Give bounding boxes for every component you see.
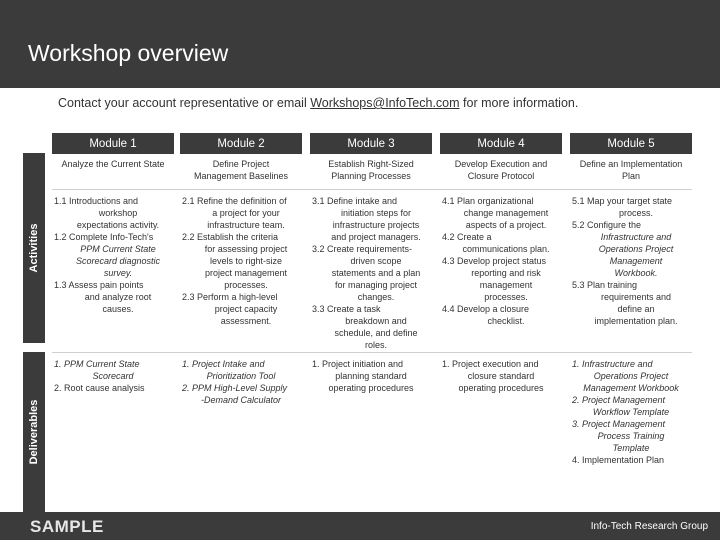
activities-side-label [23,153,45,343]
activity-line: 5.2 Configure the [572,220,642,230]
activities-label: Activities [28,223,40,273]
activity-line: infrastructure projects [332,220,420,230]
activity-line: workshop [98,208,138,218]
deliverable-line: 2. Project Management [572,395,666,405]
activity-line: and analyze root [84,292,152,302]
deliverable-line: Scorecard [92,371,134,381]
activity-line: reporting and risk [471,268,541,278]
module-title: Define an Implementation Plan [579,159,683,181]
activity-line: assessment. [220,316,272,326]
module-title: Analyze the Current State [61,159,165,169]
module-deliverables [54,358,172,394]
activity-line: roles. [364,340,387,350]
activity-line: a project for your [212,208,280,218]
activity-line: Scorecard diagnostic [75,256,161,266]
deliverable-line: 1. Project execution and [442,359,539,369]
module-activities [442,195,560,327]
contact-prefix: Contact your account representative or email [58,96,311,110]
module-deliverables [442,358,560,394]
activity-line: project management [204,268,288,278]
activity-line: survey. [103,268,133,278]
activity-line: change management [463,208,549,218]
email-link[interactable]: Workshops@InfoTech.com [310,96,460,110]
activity-line: 3.3 Create a task [312,304,381,314]
deliverable-line: Management Workbook [583,383,679,393]
deliverable-line: 3. Project Management [572,419,666,429]
deliverable-line: Process Training [597,431,665,441]
activity-line: 1.2 Complete Info-Tech's [54,232,154,242]
deliverable-line: Template [612,443,650,453]
module-activities [572,195,690,327]
activity-line: aspects of a project. [465,220,547,230]
activity-line: for managing project [334,280,418,290]
activity-line: implementation plan. [594,316,678,326]
activity-line: breakdown and [345,316,407,326]
module-activities [312,195,430,351]
module-deliverables [312,358,430,394]
activity-line: 3.2 Create requirements- [312,244,413,254]
deliverable-line: 1. PPM Current State [54,359,140,369]
deliverable-line: Operations Project [593,371,669,381]
activity-line: levels to right-size [209,256,283,266]
deliverable-line: operating procedures [328,383,414,393]
module-header: Module 4 [440,133,562,154]
module-header: Module 2 [180,133,302,154]
activity-line: Management [609,256,663,266]
activity-line: initiation steps for [340,208,412,218]
page-title: Workshop overview [28,40,229,66]
module-title: Establish Right-Sized Planning Processes [328,159,414,181]
activity-line: driven scope [350,256,402,266]
activity-line: infrastructure team. [207,220,285,230]
activity-line: processes. [224,280,268,290]
activity-line: statements and a plan [331,268,421,278]
activity-line: causes. [102,304,134,314]
deliverable-line: 1. Project initiation and [312,359,404,369]
activity-line: PPM Current State [80,244,156,254]
deliverable-line: -Demand Calculator [200,395,282,405]
activity-line: Workbook. [614,268,658,278]
deliverables-label: Deliverables [28,399,40,465]
activity-line: changes. [357,292,395,302]
activity-line: project capacity [214,304,278,314]
activity-line: 3.1 Define intake and [312,196,398,206]
deliverable-line: 1. Project Intake and [182,359,265,369]
deliverables-side-label [23,352,45,512]
activity-line: 2.1 Refine the definition of [182,196,287,206]
activity-line: 4.3 Develop project status [442,256,547,266]
activity-line: 1.1 Introductions and [54,196,139,206]
activity-line: expectations activity. [76,220,160,230]
activity-line: 5.3 Plan training [572,280,638,290]
module-activities [54,195,172,315]
sample-watermark: SAMPLE [30,517,104,536]
module-header: Module 3 [310,133,432,154]
deliverable-line: planning standard [335,371,407,381]
deliverable-line: 2. Root cause analysis [54,383,145,393]
brand-name: Info-Tech Research Group [590,521,708,532]
module-title: Define Project Management Baselines [193,159,289,181]
activity-line: processes. [484,292,528,302]
activity-line: 5.1 Map your target state [572,196,673,206]
activity-line: and project managers. [331,232,421,242]
activity-line: management [479,280,533,290]
module-activities [182,195,300,327]
activity-line: process. [618,208,653,218]
activity-line: requirements and [600,292,672,302]
deliverable-line: Workflow Template [592,407,670,417]
activity-line: communications plan. [462,244,550,254]
deliverable-line: 1. Infrastructure and [572,359,653,369]
module-title: Develop Execution and Closure Protocol [454,159,548,181]
activity-line: define an [617,304,655,314]
activity-line: 2.3 Perform a high-level [182,292,278,302]
module-deliverables [182,358,300,406]
deliverable-line: 4. Implementation Plan [572,455,665,465]
activity-line: 4.1 Plan organizational [442,196,534,206]
activity-line: 4.4 Develop a closure [442,304,530,314]
contact-line [58,96,578,110]
deliverable-line: operating procedures [458,383,544,393]
row-divider [52,189,692,190]
activity-line: checklist. [487,316,525,326]
module-deliverables [572,358,690,466]
contact-suffix: for more information. [459,96,579,110]
activity-line: 2.2 Establish the criteria [182,232,279,242]
activity-line: for assessing project [204,244,288,254]
deliverable-line: closure standard [467,371,535,381]
deliverable-line: Prioritization Tool [206,371,276,381]
activity-line: Operations Project [598,244,674,254]
deliverable-line: 2. PPM High-Level Supply [182,383,288,393]
module-header: Module 1 [52,133,174,154]
activity-line: Infrastructure and [600,232,672,242]
activity-line: schedule, and define [334,328,418,338]
row-divider [52,352,692,353]
activity-line: 1.3 Assess pain points [54,280,144,290]
module-header: Module 5 [570,133,692,154]
activity-line: 4.2 Create a [442,232,492,242]
